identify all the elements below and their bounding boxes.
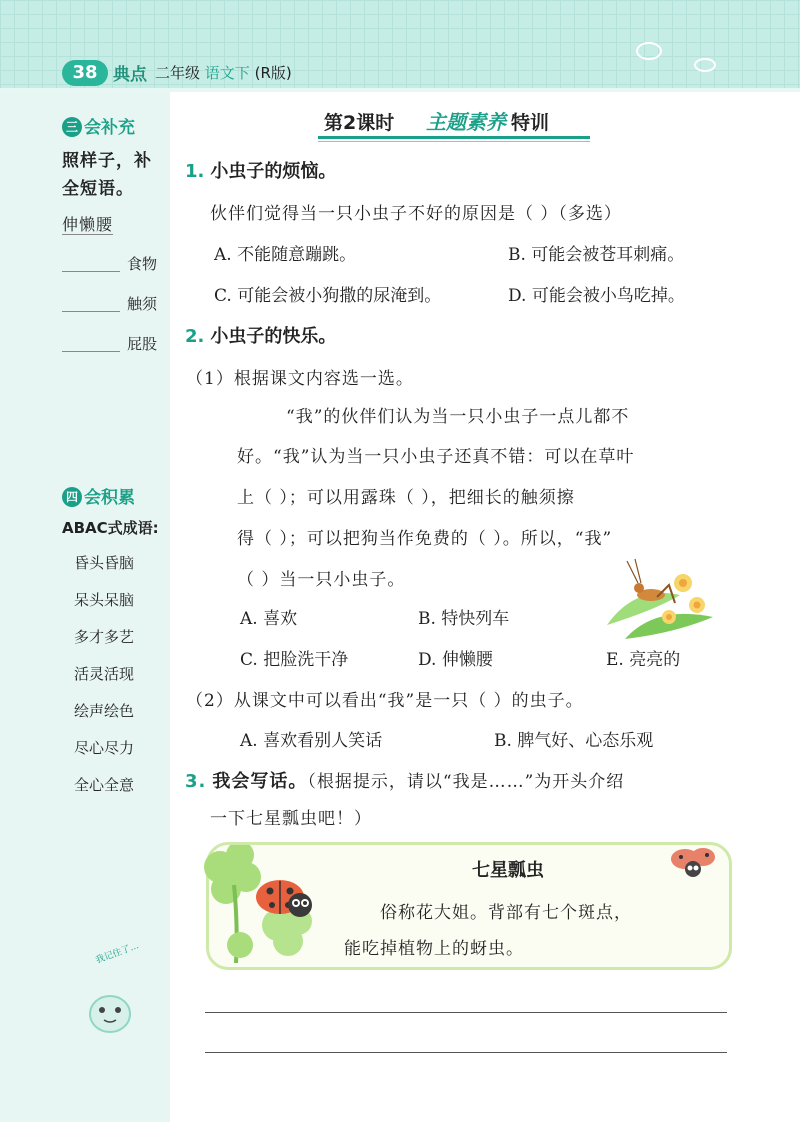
q1-option-c[interactable]: C. 可能会被小狗撒的尿淹到。 [214, 286, 442, 306]
fill-word: 触须 [126, 295, 157, 313]
section4-heading [62, 483, 135, 508]
section3-instruction: 全短语。 [62, 179, 134, 199]
section3-heading [62, 113, 135, 138]
question-title: 小虫子的烦恼。 [210, 161, 337, 182]
lesson-title [318, 106, 590, 136]
question-1-heading [185, 157, 336, 183]
q2-sub2-option-a[interactable]: A. 喜欢看别人笑话 [240, 731, 383, 751]
fill-row[interactable] [62, 286, 157, 316]
q3-prompt: （根据提示，请以“我是……”为开头介绍 [307, 772, 625, 792]
page-header [0, 0, 800, 88]
q2-sub2-option-b[interactable]: B. 脾气好、心态乐观 [494, 731, 654, 751]
question-3-heading [185, 767, 624, 793]
clover-ladybug-illustration [200, 845, 330, 965]
idiom-item: 多才多艺 [74, 628, 135, 646]
idiom-item: 全心全意 [74, 776, 135, 794]
card-text: 能吃掉植物上的蚜虫。 [344, 939, 524, 959]
q2-passage-line: 好。“我”认为当一只小虫子还真不错：可以在草叶 [237, 447, 635, 467]
lesson-theme: 主题素养 [426, 110, 506, 134]
q2-option-e[interactable]: E. 亮亮的 [606, 650, 681, 670]
q3-prompt: 一下七星瓢虫吧！） [210, 809, 372, 829]
grade-label: 二年级 [155, 64, 201, 82]
question-number: 1. [185, 161, 205, 182]
section4-subheading: ABAC式成语: [62, 519, 159, 537]
question-2-heading [185, 322, 336, 348]
q2-sub1-label: （1）根据课文内容选一选。 [186, 369, 414, 389]
question-title: 我会写话。 [212, 771, 308, 792]
section4-heading-text: 会积累 [84, 488, 135, 508]
mascot-icon [80, 932, 150, 1042]
section4-badge: 四 [62, 487, 82, 507]
section3-instruction: 照样子，补 [62, 151, 152, 171]
fill-word: 屁股 [126, 335, 157, 353]
subject-label: 语文下 [204, 64, 250, 82]
q2-option-d[interactable]: D. 伸懒腰 [418, 650, 493, 670]
answer-blank[interactable] [62, 311, 120, 312]
q1-option-b[interactable]: B. 可能会被苍耳刺痛。 [508, 245, 685, 265]
page-number: 38 [62, 60, 108, 86]
q2-passage-line: （ ）当一只小虫子。 [237, 570, 406, 590]
brand-logo: 典点 [113, 65, 147, 85]
q2-passage-line: 上（ ）；可以用露珠（ ），把细长的触须擦 [237, 488, 575, 508]
q2-sub2-label: （2）从课文中可以看出“我”是一只（ ）的虫子。 [186, 691, 584, 711]
question-number: 2. [185, 326, 205, 347]
edition-label: (R版) [254, 64, 292, 82]
q2-option-b[interactable]: B. 特快列车 [418, 609, 510, 629]
book-title [155, 62, 292, 83]
q1-option-d[interactable]: D. 可能会被小鸟吃掉。 [508, 286, 685, 306]
lesson-number: 第2课时 [324, 112, 395, 134]
cloud-icon [694, 58, 716, 72]
grasshopper-illustration [605, 555, 715, 640]
writing-line[interactable] [205, 1012, 727, 1013]
ladybug-icon [663, 843, 723, 883]
idiom-item: 绘声绘色 [74, 702, 135, 720]
q2-passage-line: “我”的伙伴们认为当一只小虫子一点儿都不 [286, 407, 630, 427]
q2-passage-line: 得（ ）；可以把狗当作免费的（ ）。所以，“我” [237, 529, 613, 549]
idiom-item: 呆头呆脑 [74, 591, 135, 609]
q1-prompt: 伙伴们觉得当一只小虫子不好的原因是（ ）（多选） [210, 204, 622, 224]
section3-badge: 三 [62, 117, 82, 137]
question-title: 小虫子的快乐。 [210, 326, 337, 347]
idiom-item: 昏头昏脑 [74, 554, 135, 572]
section3-heading-text: 会补充 [84, 118, 135, 138]
card-title: 七星瓢虫 [472, 860, 544, 881]
card-text: 俗称花大姐。背部有七个斑点， [380, 903, 632, 923]
question-number: 3. [185, 771, 207, 792]
q2-option-a[interactable]: A. 喜欢 [240, 609, 298, 629]
fill-row[interactable] [62, 326, 157, 356]
fill-word: 食物 [126, 255, 157, 273]
q1-option-a[interactable]: A. 不能随意蹦跳。 [214, 245, 357, 265]
title-underline [318, 141, 590, 142]
q2-option-c[interactable]: C. 把脸洗干净 [240, 650, 349, 670]
answer-blank[interactable] [62, 351, 120, 352]
section3-example [62, 212, 113, 235]
title-underline [318, 136, 590, 139]
writing-line[interactable] [205, 1052, 727, 1053]
answer-blank[interactable] [62, 271, 120, 272]
example-phrase: 伸懒腰 [62, 215, 114, 234]
lesson-type: 特训 [511, 112, 550, 134]
idiom-item: 尽心尽力 [74, 739, 135, 757]
fill-row[interactable] [62, 246, 157, 276]
mascot-text: 我记住了… [94, 941, 141, 966]
cloud-icon [636, 42, 662, 60]
idiom-item: 活灵活现 [74, 665, 135, 683]
